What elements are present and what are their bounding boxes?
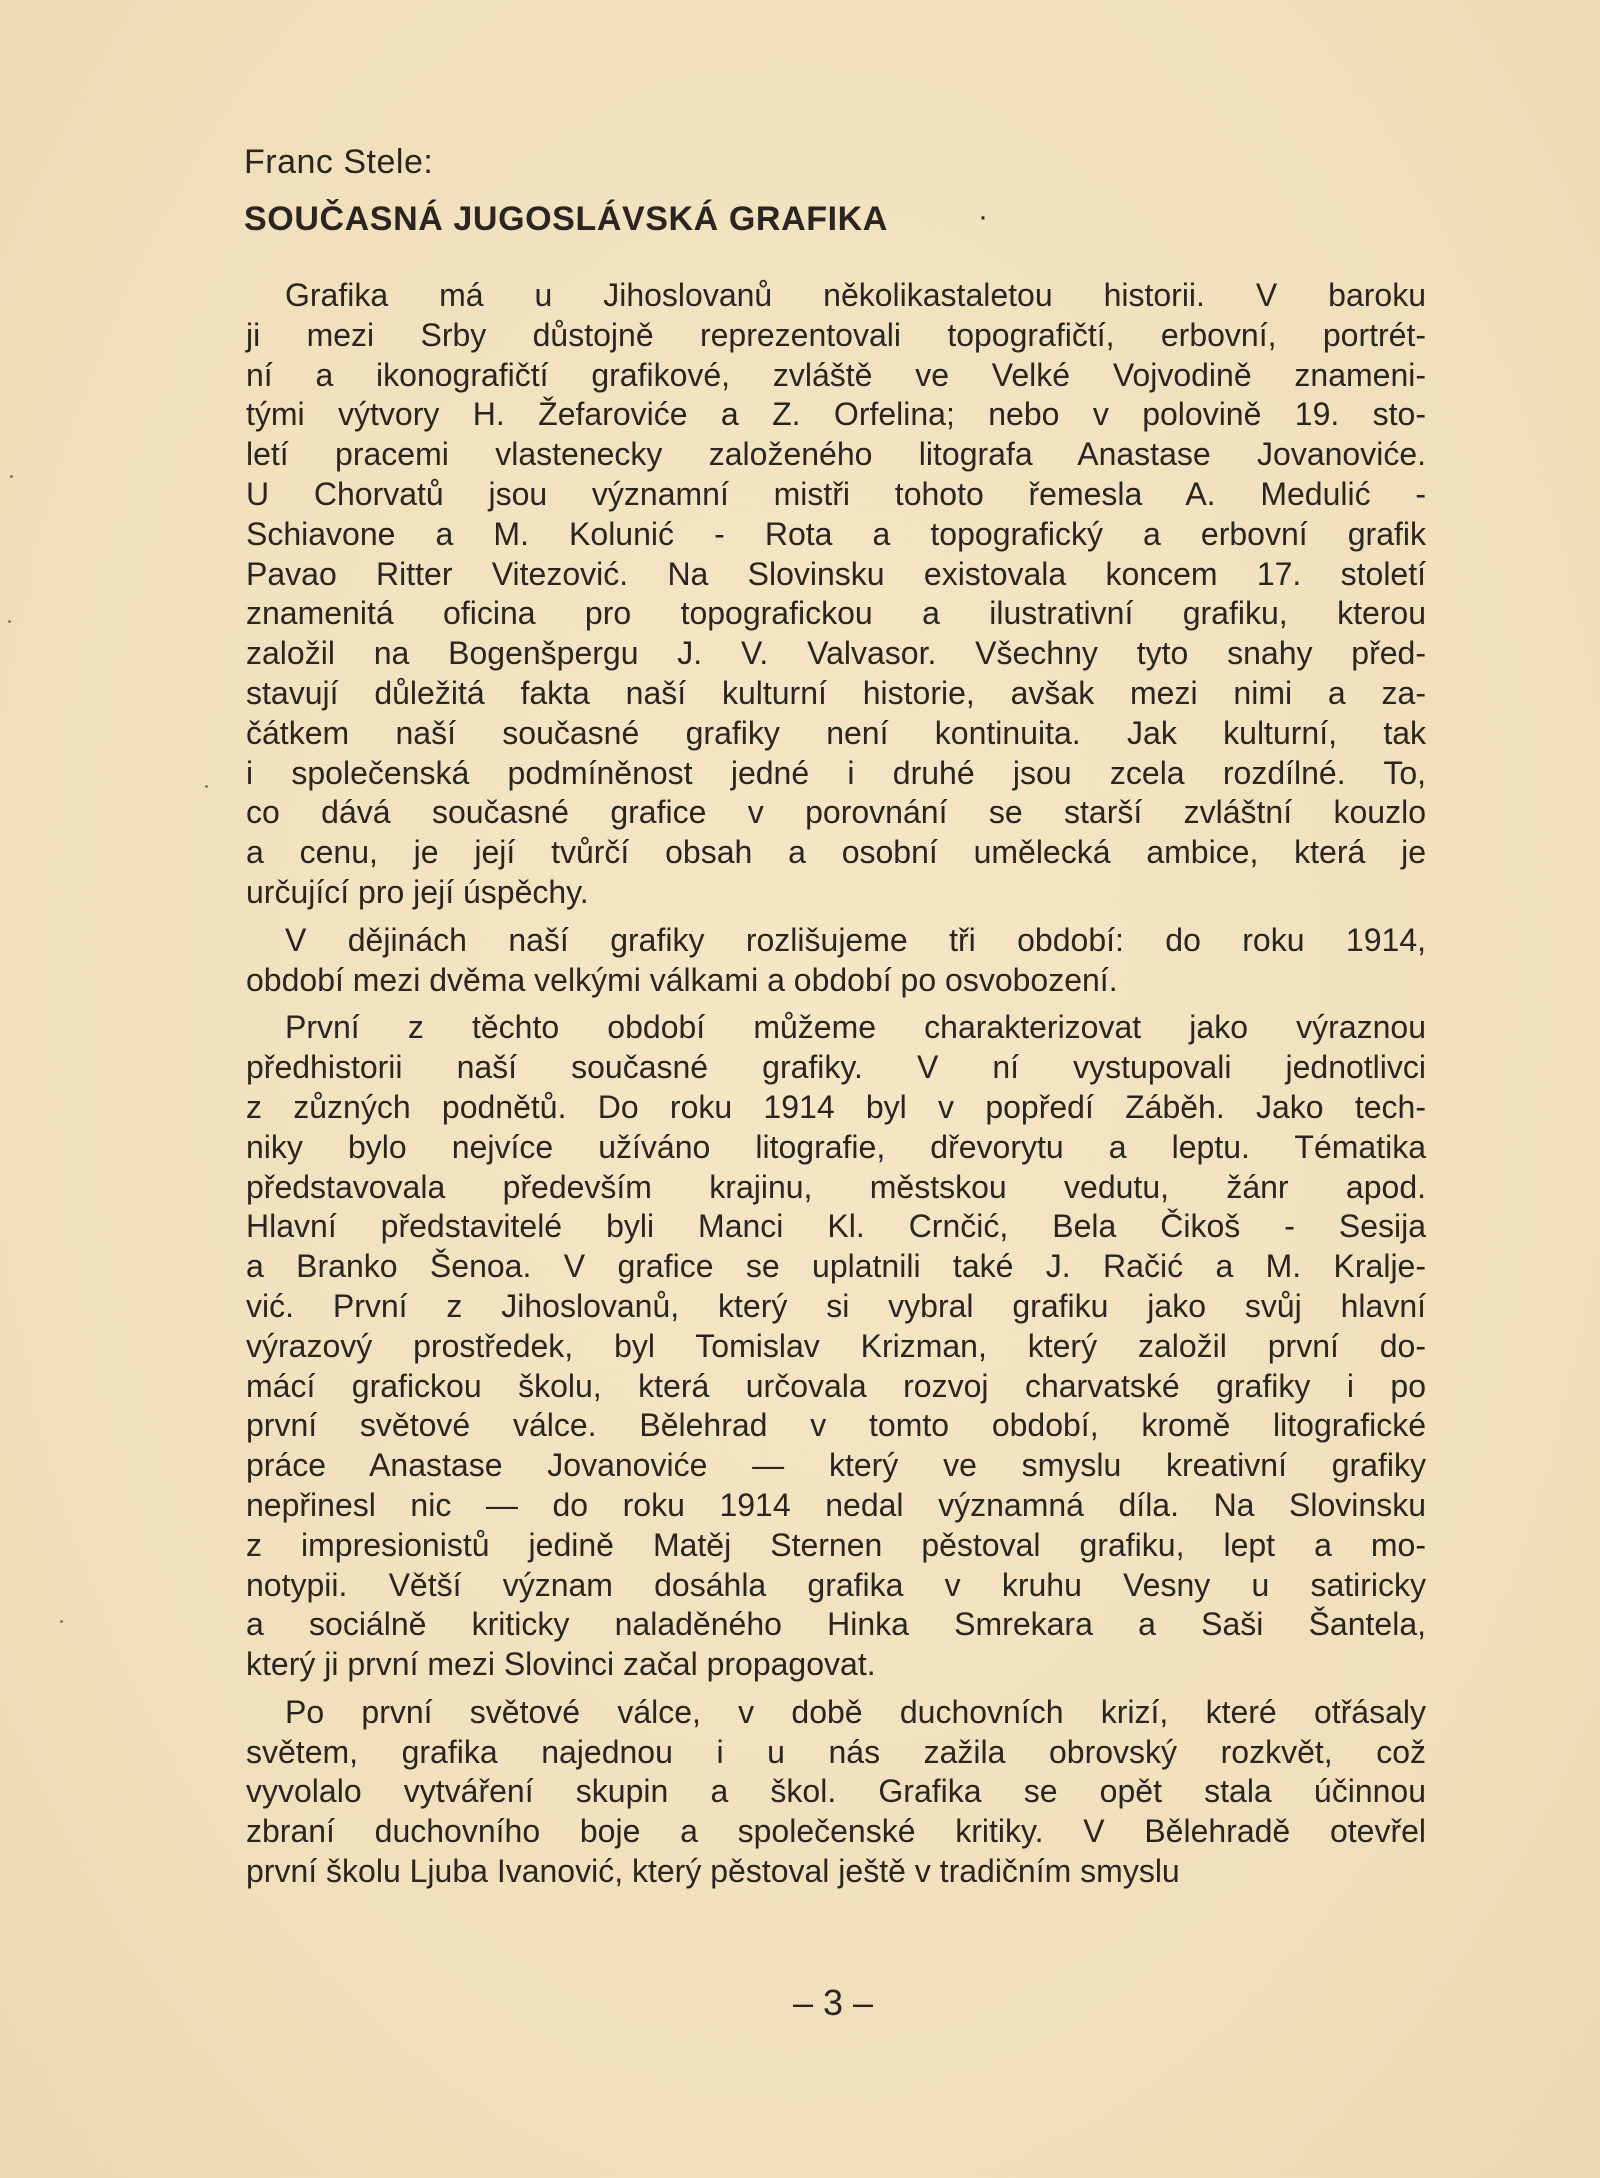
text-line: zbraní duchovního boje a společenské kritiky. V Bělehradě otevřel	[246, 1813, 1426, 1850]
text-line: nepřinesl nic — do roku 1914 nedal významná díla. Na Slovinsku	[246, 1486, 1426, 1523]
text-line: z impresionistů jedině Matěj Sternen pěstoval grafiku, lept a mo-	[246, 1526, 1426, 1563]
paragraph	[246, 276, 1426, 913]
text-line: V dějinách naší grafiky rozlišujeme tři období: do roku 1914,	[285, 921, 1426, 958]
text-line: tými výtvory H. Žefaroviće a Z. Orfelina; nebo v polovině 19. sto-	[246, 396, 1426, 433]
text-line: Hlavní představitelé byli Manci Kl. Crnčić, Bela Čikoš - Sesija	[246, 1208, 1426, 1245]
text-line: niky bylo nejvíce užíváno litografie, dřevorytu a leptu. Tématika	[246, 1128, 1426, 1165]
text-line: mácí grafickou školu, která určovala rozvoj charvatské grafiky i po	[246, 1367, 1426, 1404]
text-line: a cenu, je její tvůrčí obsah a osobní umělecká ambice, která je	[246, 834, 1426, 871]
text-line: práce Anastase Jovanoviće — který ve smyslu kreativní grafiky	[246, 1447, 1426, 1484]
text-line: světem, grafika najednou i u nás zažila obrovský rozkvět, což	[246, 1733, 1426, 1770]
text-line: notypii. Větší význam dosáhla grafika v kruhu Vesny u satiricky	[246, 1566, 1426, 1603]
text-line: vyvolalo vytváření skupin a škol. Grafika se opět stala účinnou	[246, 1773, 1426, 1810]
text-line: období mezi dvěma velkými válkami a období po osvobození.	[246, 961, 1118, 998]
paragraph	[246, 921, 1426, 1001]
text-line: i společenská podmíněnost jedné i druhé jsou zcela rozdílné. To,	[246, 754, 1426, 791]
paper-speck	[205, 785, 208, 788]
paragraph	[246, 1008, 1426, 1685]
paper-speck	[60, 1620, 63, 1623]
text-line: výrazový prostředek, byl Tomislav Krizman, který založil první do-	[246, 1327, 1426, 1364]
text-line: Schiavone a M. Kolunić - Rota a topografický a erbovní grafik	[246, 515, 1426, 552]
article-title: SOUČASNÁ JUGOSLÁVSKÁ GRAFIKA	[244, 200, 888, 238]
text-line: Grafika má u Jihoslovanů několikastaletou historii. V baroku	[285, 277, 1426, 313]
text-line: ji mezi Srby důstojně reprezentovali topografičtí, erbovní, portrét-	[246, 316, 1426, 353]
article-body	[246, 276, 1426, 1900]
text-line: a sociálně kriticky naladěného Hinka Smrekara a Saši Šantela,	[246, 1606, 1426, 1643]
text-line: U Chorvatů jsou významní mistři tohoto řemesla A. Medulić -	[246, 475, 1426, 512]
paper-speck	[10, 475, 13, 478]
text-line: co dává současné grafice v porovnání se starší zvláštní kouzlo	[246, 794, 1426, 831]
text-line: První z těchto období můžeme charakterizovat jako výraznou	[285, 1009, 1426, 1046]
text-line: založil na Bogenšpergu J. V. Valvasor. Všechny tyto snahy před-	[246, 635, 1426, 672]
text-line: předhistorii naší současné grafiky. V ní vystupovali jednotlivci	[246, 1049, 1426, 1086]
text-line: a Branko Šenoa. V grafice se uplatnili také J. Račić a M. Kralje-	[246, 1248, 1426, 1285]
author-name: Franc Stele:	[244, 143, 434, 181]
text-line: určující pro její úspěchy.	[246, 873, 589, 910]
text-line: ní a ikonografičtí grafikové, zvláště ve Velké Vojvodině znameni-	[246, 356, 1426, 393]
paragraph	[246, 1693, 1426, 1892]
paper-speck	[8, 620, 11, 623]
text-line: letí pracemi vlastenecky založeného litografa Anastase Jovanoviće.	[246, 436, 1426, 473]
text-line: Pavao Ritter Vitezović. Na Slovinsku existovala koncem 17. století	[246, 555, 1426, 592]
page-number: – 3 –	[792, 1982, 874, 2023]
text-line: znamenitá oficina pro topografickou a ilustrativní grafiku, kterou	[246, 595, 1426, 632]
text-line: vić. První z Jihoslovanů, který si vybral grafiku jako svůj hlavní	[246, 1287, 1426, 1324]
text-line: čátkem naší současné grafiky není kontinuita. Jak kulturní, tak	[246, 714, 1426, 751]
text-line: představovala především krajinu, městskou vedutu, žánr apod.	[246, 1168, 1426, 1205]
text-line: první školu Ljuba Ivanović, který pěstoval ještě v tradičním smyslu	[246, 1853, 1180, 1890]
print-speck: ·	[978, 200, 988, 233]
text-line: který ji první mezi Slovinci začal propagovat.	[246, 1646, 876, 1683]
text-line: z zůzných podnětů. Do roku 1914 byl v popředí Záběh. Jako tech-	[246, 1088, 1426, 1125]
text-line: stavují důležitá fakta naší kulturní historie, avšak mezi nimi a za-	[246, 674, 1426, 711]
text-line: Po první světové válce, v době duchovních krizí, které otřásaly	[285, 1693, 1426, 1730]
text-line: první světové válce. Bělehrad v tomto období, kromě litografické	[246, 1407, 1426, 1444]
